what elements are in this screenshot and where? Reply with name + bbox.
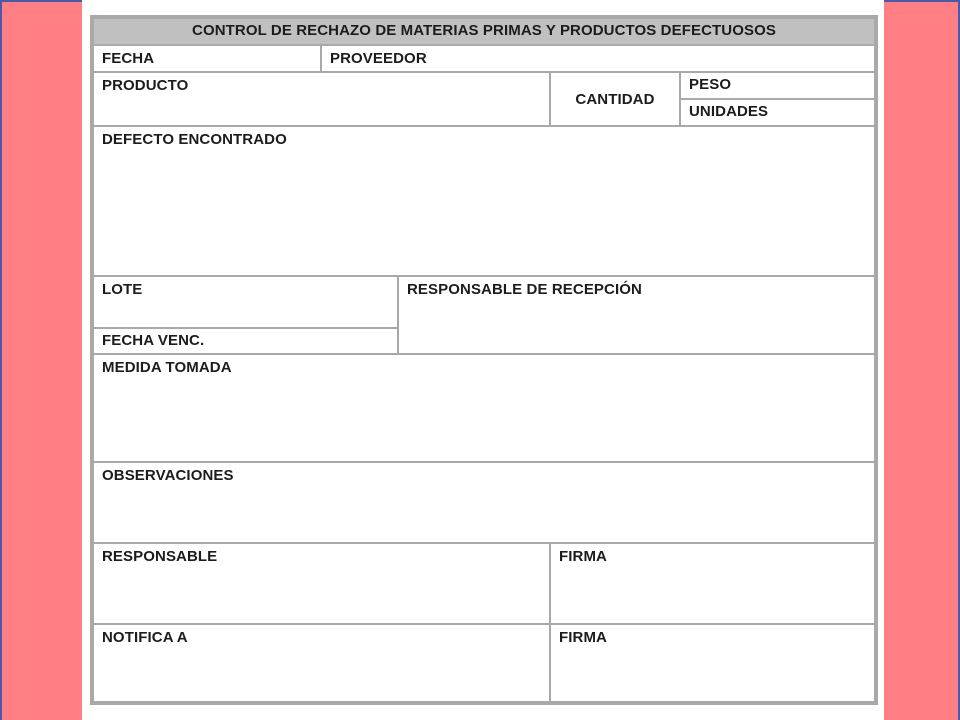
firma-notifica-field[interactable]: FIRMA (550, 624, 875, 702)
responsable-recepcion-field[interactable]: RESPONSABLE DE RECEPCIÓN (398, 276, 875, 354)
lote-field[interactable]: LOTE (93, 276, 398, 328)
observaciones-field[interactable]: OBSERVACIONES (93, 462, 875, 543)
cantidad-label: CANTIDAD (550, 72, 680, 126)
proveedor-field[interactable]: PROVEEDOR (321, 45, 875, 72)
notifica-a-field[interactable]: NOTIFICA A (93, 624, 550, 702)
fecha-field[interactable]: FECHA (93, 45, 321, 72)
form-sheet (82, 0, 884, 720)
left-edge-line (0, 0, 2, 720)
rejection-control-form (90, 15, 878, 705)
top-edge-line-right (884, 0, 960, 2)
unidades-field[interactable]: UNIDADES (680, 99, 875, 126)
responsable-field[interactable]: RESPONSABLE (93, 543, 550, 624)
top-edge-line-left (0, 0, 82, 2)
firma-responsable-field[interactable]: FIRMA (550, 543, 875, 624)
form-title: CONTROL DE RECHAZO DE MATERIAS PRIMAS Y PRODUCTOS DEFECTUOSOS (93, 18, 875, 45)
medida-tomada-field[interactable]: MEDIDA TOMADA (93, 354, 875, 462)
defecto-encontrado-field[interactable]: DEFECTO ENCONTRADO (93, 126, 875, 276)
fecha-vencimiento-field[interactable]: FECHA VENC. (93, 328, 398, 354)
peso-field[interactable]: PESO (680, 72, 875, 99)
producto-field[interactable]: PRODUCTO (93, 72, 550, 126)
